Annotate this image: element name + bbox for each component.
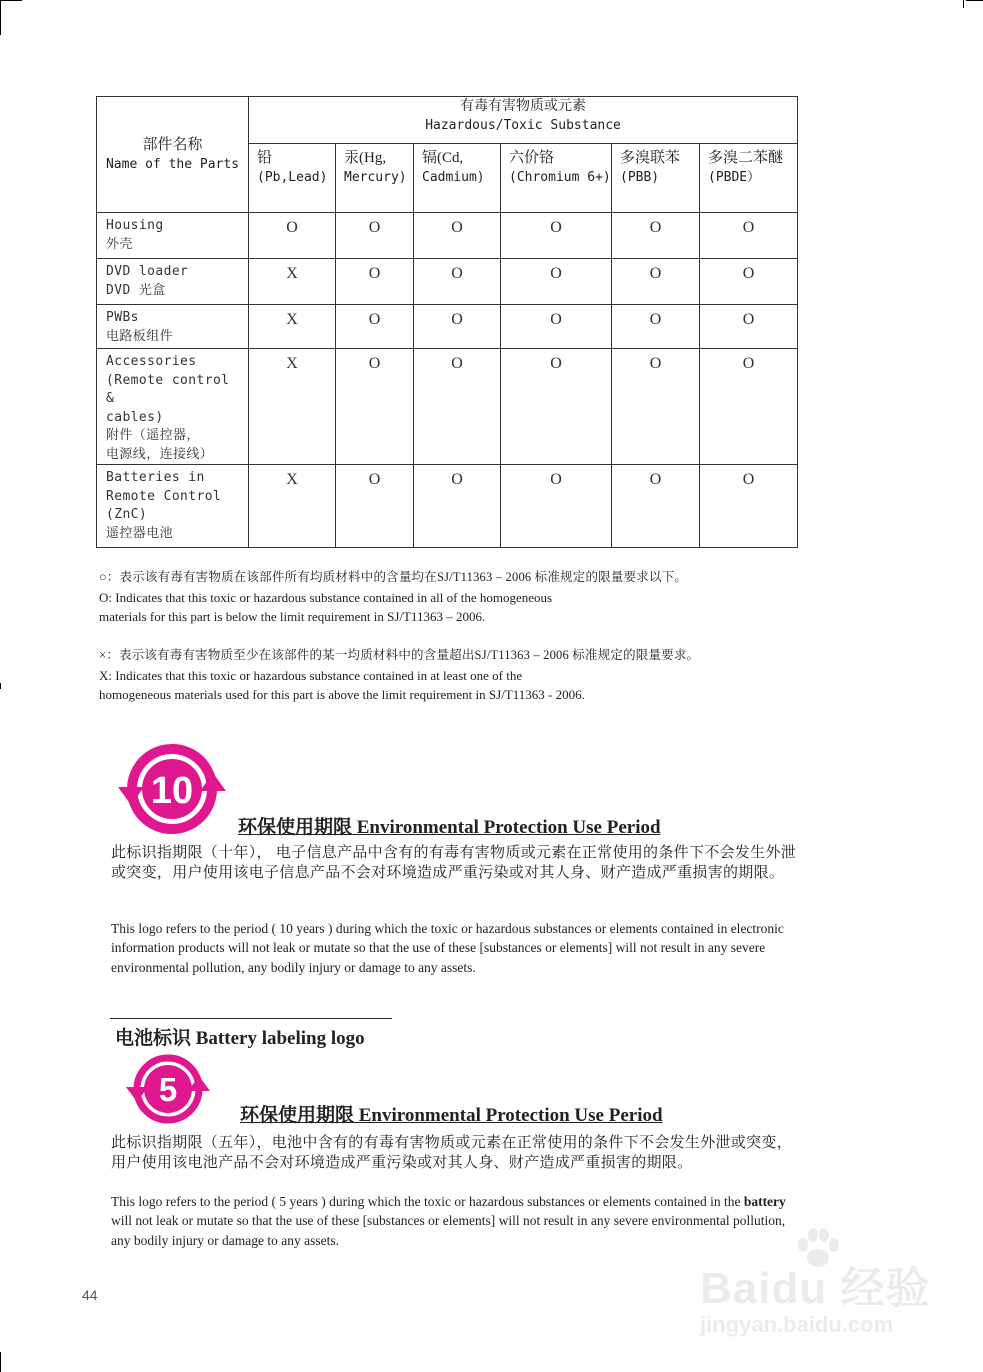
battery-paragraph-cn: 此标识指期限（五年），电池中含有的有毒有害物质或元素在正常使用的条件下不会发生外泄或突变，用户使用该电池产品不会对环境造成严重污染或对其人身、财产造成严重损害的期限。 — [111, 1135, 793, 1171]
table-row — [97, 259, 798, 305]
substance-mark: X — [249, 259, 336, 305]
crop-mark — [963, 0, 964, 8]
o-note-en-line2: materials for this part is below the limit requirement in SJ/T11363 – 2006. — [99, 609, 486, 624]
o-note — [99, 568, 819, 627]
part-line: (ZnC) — [106, 507, 148, 522]
part-line: Remote Control — [106, 488, 222, 504]
epup-10-title: 环保使用期限 Environmental Protection Use Period — [238, 817, 661, 838]
epup-5-logo-icon — [124, 1054, 212, 1126]
column-cn: 汞(Hg, — [344, 150, 387, 166]
battery-heading: 电池标识 Battery labeling logo — [115, 1028, 365, 1049]
part-line: Housing — [106, 218, 164, 233]
x-note-cn: ×：表示该有毒有害物质至少在该部件的某一均质材料中的含量超出SJ/T11363 – 2006 标准规定的限量要求。 — [99, 648, 700, 662]
column-en: Cadmium) — [422, 170, 485, 185]
part-line: DVD loader — [106, 264, 189, 279]
battery-emphasis: battery — [743, 1194, 786, 1209]
table-row — [97, 305, 798, 349]
substance-mark: O — [612, 465, 700, 548]
column-header-mercury — [336, 144, 414, 213]
part-line: 电源线，连接线） — [106, 446, 214, 462]
column-en: (Pb,Lead) — [257, 170, 328, 185]
substance-mark: X — [249, 349, 336, 465]
substance-mark: O — [336, 305, 414, 349]
page-number: 44 — [82, 1287, 98, 1303]
parts-column-header — [97, 97, 249, 213]
substance-mark: O — [414, 465, 501, 548]
part-line: 遥控器电池 — [106, 525, 174, 541]
logo-number: 10 — [150, 770, 194, 812]
hazardous-substance-table — [96, 96, 798, 548]
epup-10-paragraph-cn: 此标识指期限（十年）， 电子信息产品中含有的有毒有害物质或元素在正常使用的条件下不会发生外泄或突变，用户使用该电子信息产品不会对环境造成严重污染或对其人身、财产造成严重损害的期限。 — [111, 845, 797, 881]
table-row — [97, 349, 798, 465]
substance-mark: X — [249, 305, 336, 349]
part-name-cell — [97, 465, 249, 548]
column-cn: 多溴二苯醚 — [708, 150, 784, 166]
substance-mark: O — [700, 213, 798, 259]
part-line: 外壳 — [106, 236, 133, 252]
crop-mark — [966, 0, 983, 1]
battery-epup-title: 环保使用期限 Environmental Protection Use Period — [240, 1105, 663, 1126]
crop-mark — [0, 0, 1, 35]
substance-mark: O — [700, 305, 798, 349]
substance-mark: O — [501, 213, 612, 259]
part-name-cell — [97, 349, 249, 465]
logo-number: 5 — [158, 1071, 178, 1108]
epup-10-logo-icon — [118, 743, 226, 838]
substance-mark: O — [501, 349, 612, 465]
column-header-chromium — [501, 144, 612, 213]
substance-mark: O — [414, 349, 501, 465]
epup-10-paragraph-en: This logo refers to the period ( 10 years ) during which the toxic or hazardous substances or elements contained in electronic information products will not leak or mutate so that the use of these [substances or elements] will not result in any severe environmental pollution, any bodily injury or damage to any assets. — [111, 921, 784, 975]
part-line: Batteries in — [106, 470, 205, 485]
part-name-cell — [97, 213, 249, 259]
part-line: PWBs — [106, 310, 139, 325]
substance-mark: O — [249, 213, 336, 259]
column-header-pbde — [700, 144, 798, 213]
column-cn: 镉(Cd, — [422, 150, 464, 166]
substance-header-en: Hazardous/Toxic Substance — [425, 118, 621, 133]
parts-header-en: Name of the Parts — [105, 156, 240, 172]
part-line: cables) — [106, 409, 164, 425]
x-note-en-line2: homogeneous materials used for this part is above the limit requirement in SJ/T11363 - 2006. — [99, 687, 585, 702]
o-note-en-line1: O: Indicates that this toxic or hazardous substance contained in all of the homogeneous — [99, 589, 553, 605]
crop-mark — [0, 683, 1, 689]
column-en: (PBDE） — [708, 170, 761, 185]
part-name-cell — [97, 305, 249, 349]
column-cn: 六价铬 — [509, 150, 555, 166]
substance-mark: O — [414, 259, 501, 305]
substance-mark: O — [501, 259, 612, 305]
x-note — [99, 646, 819, 705]
battery-para-text: This logo refers to the period ( 5 years ) during which the toxic or hazardous substances or elements contained in the — [111, 1194, 744, 1209]
column-header-pbb — [612, 144, 700, 213]
watermark-brand: Baidu 经验 — [700, 1264, 931, 1313]
substance-mark: O — [414, 213, 501, 259]
column-en: (Chromium 6+) — [509, 170, 611, 185]
substance-mark: O — [612, 305, 700, 349]
substance-mark: O — [501, 305, 612, 349]
substance-mark: O — [700, 465, 798, 548]
x-note-en-line1: X: Indicates that this toxic or hazardous substance contained in at least one of the — [99, 667, 523, 683]
table-row — [97, 213, 798, 259]
column-cn: 铅 — [257, 150, 273, 166]
substance-mark: O — [700, 349, 798, 465]
column-en: (PBB) — [620, 170, 660, 185]
part-line: 电路板组件 — [106, 328, 174, 344]
substance-mark: O — [612, 259, 700, 305]
column-cn: 多溴联苯 — [620, 150, 681, 166]
column-header-lead — [249, 144, 336, 213]
o-note-cn: ○：表示该有毒有害物质在该部件所有均质材料中的含量均在SJ/T11363 – 2006 标准规定的限量要求以下。 — [99, 570, 688, 584]
watermark-url: jingyan.baidu.com — [700, 1312, 894, 1337]
column-en: Mercury) — [344, 170, 407, 185]
battery-paragraph-en — [111, 1192, 801, 1250]
substance-mark: O — [612, 349, 700, 465]
part-line: DVD 光盒 — [106, 282, 166, 298]
part-line: (Remote control & — [106, 372, 230, 406]
crop-mark — [0, 0, 22, 1]
substance-mark: O — [501, 465, 612, 548]
substance-header-cn: 有毒有害物质或元素 — [460, 99, 587, 114]
substance-mark: O — [336, 349, 414, 465]
table-row — [97, 465, 798, 548]
battery-para-text: will not leak or mutate so that the use of these [substances or elements] will not result in any severe environmental pollution, any bodily injury or damage to any assets. — [111, 1213, 786, 1248]
part-line: Accessories — [106, 354, 197, 369]
battery-heading-rule — [110, 1018, 392, 1019]
part-line: 附件（遥控器， — [106, 428, 200, 443]
baidu-watermark — [700, 1228, 970, 1348]
substance-mark: O — [336, 213, 414, 259]
crop-mark — [0, 1352, 1, 1372]
column-header-cadmium — [414, 144, 501, 213]
substance-mark: X — [249, 465, 336, 548]
substance-mark: O — [336, 259, 414, 305]
substance-mark: O — [700, 259, 798, 305]
parts-header-cn: 部件名称 — [142, 136, 203, 153]
substance-mark: O — [414, 305, 501, 349]
substance-mark: O — [336, 465, 414, 548]
substance-group-header — [249, 97, 798, 144]
part-name-cell — [97, 259, 249, 305]
substance-mark: O — [612, 213, 700, 259]
